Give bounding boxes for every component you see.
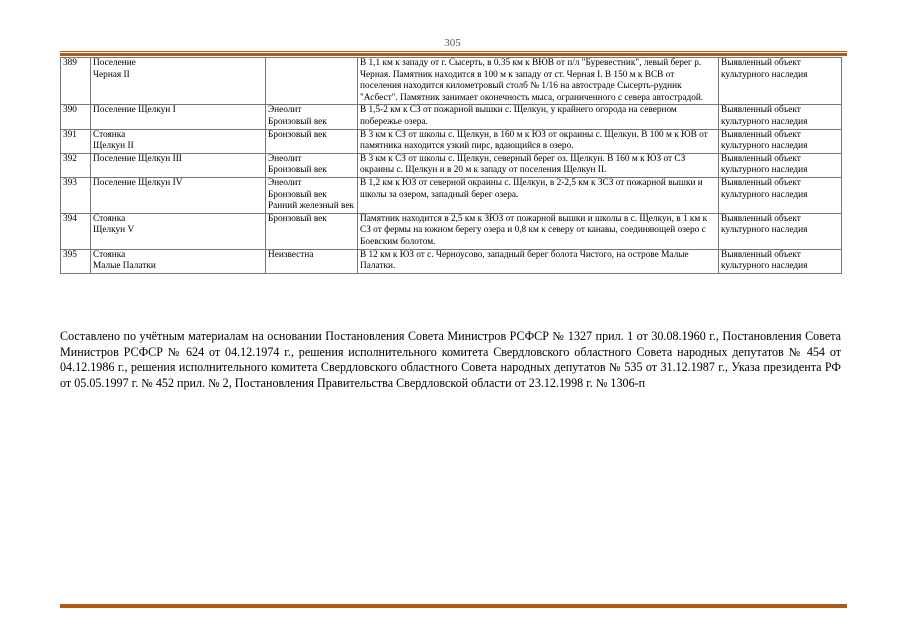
cell-location: В 1,5-2 км к СЗ от пожарной вышки с. Щелкун, у крайнего огорода на северном побережье озера.: [358, 105, 719, 129]
cell-no: 390: [61, 105, 91, 129]
cell-name: Стоянка Малые Палатки: [91, 249, 266, 273]
cell-location: В 12 км к ЮЗ от с. Черноусово, западный берег болота Чистого, на острове Малые Палатки.: [358, 249, 719, 273]
cell-no: 394: [61, 213, 91, 249]
cell-period: Энеолит Бронзовый век Ранний железный век: [266, 177, 358, 213]
cell-status: Выявленный объект культурного наследия: [719, 105, 842, 129]
cell-period: [266, 58, 358, 105]
cell-period: Бронзовый век: [266, 129, 358, 153]
cell-status: Выявленный объект культурного наследия: [719, 153, 842, 177]
cell-name: Поселение Черная II: [91, 58, 266, 105]
cell-status: Выявленный объект культурного наследия: [719, 249, 842, 273]
cell-period: Бронзовый век: [266, 213, 358, 249]
cell-name: Поселение Щелкун I: [91, 105, 266, 129]
cell-name: Поселение Щелкун IV: [91, 177, 266, 213]
cell-status: Выявленный объект культурного наследия: [719, 129, 842, 153]
table-row: [61, 153, 842, 177]
cell-no: 391: [61, 129, 91, 153]
cell-period: Неизвестна: [266, 249, 358, 273]
table-row: [61, 177, 842, 213]
cell-location: В 1,1 км к западу от г. Сысерть, в 0.35 км к ВЮВ от п/л "Буревестник", левый берег р. Черная. Памятник находится в 100 м к западу от ст. Черная I. В 150 м к ВСВ от поселения находится километровый столб № 1/16 на автостраде Сысерть-рудник "Асбест". Памятник занимает оконечность мыса, ограниченного с севера автострадой.: [358, 58, 719, 105]
page-number: 305: [444, 37, 461, 49]
cell-no: 395: [61, 249, 91, 273]
cell-no: 392: [61, 153, 91, 177]
cell-location: Памятник находится в 2,5 км к ЗЮЗ от пожарной вышки и школы в с. Щелкун, в 1 км к СЗ от фермы на южном берегу озера и 0,8 км к северу от канавы, соединяющей озеро с Боевским болотом.: [358, 213, 719, 249]
cell-status: Выявленный объект культурного наследия: [719, 213, 842, 249]
table-row: [61, 129, 842, 153]
cell-location: В 3 км к СЗ от школы с. Щелкун, в 160 м к ЮЗ от окраины с. Щелкун. В 100 м к ЮВ от памятника находится узкий пирс, вдающийся в озеро.: [358, 129, 719, 153]
heritage-registry-table: [60, 57, 842, 274]
table-body: [61, 58, 842, 274]
table-row: [61, 213, 842, 249]
cell-no: 393: [61, 177, 91, 213]
header-rule: [60, 51, 847, 56]
cell-name: Стоянка Щелкун V: [91, 213, 266, 249]
cell-name: Поселение Щелкун III: [91, 153, 266, 177]
cell-status: Выявленный объект культурного наследия: [719, 58, 842, 105]
cell-no: 389: [61, 58, 91, 105]
cell-location: В 3 км к СЗ от школы с. Щелкун, северный берег оз. Щелкун. В 160 м к ЮЗ от СЗ окраины с. Щелкун и в 20 м к западу от поселения Щелкун II.: [358, 153, 719, 177]
cell-name: Стоянка Щелкун II: [91, 129, 266, 153]
cell-location: В 1,2 км к ЮЗ от северной окраины с. Щелкун, в 2-2,5 км к ЗСЗ от пожарной вышки и школы за озером, западный берег озера.: [358, 177, 719, 213]
cell-period: Энеолит Бронзовый век: [266, 153, 358, 177]
source-footnote: Составлено по учётным материалам на основании Постановления Совета Министров РСФСР № 1327 прил. 1 от 30.08.1960 г., Постановления Совета Министров РСФСР № 624 от 04.12.1974 г., решения исполнительного комитета Свердловского областного Совета народных депутатов № 454 от 04.12.1986 г., решения исполнительного комитета Свердловского областного Совета народных депутатов № 535 от 31.12.1987 г., Указа президента РФ от 05.05.1997 г. № 452 прил. № 2, Постановления Правительства Свердловской области от 23.12.1998 г. № 1306-п: [60, 329, 841, 390]
table-row: [61, 249, 842, 273]
cell-period: Энеолит Бронзовый век: [266, 105, 358, 129]
table-row: [61, 105, 842, 129]
footer-rule: [60, 603, 847, 608]
cell-status: Выявленный объект культурного наследия: [719, 177, 842, 213]
table-row: [61, 58, 842, 105]
